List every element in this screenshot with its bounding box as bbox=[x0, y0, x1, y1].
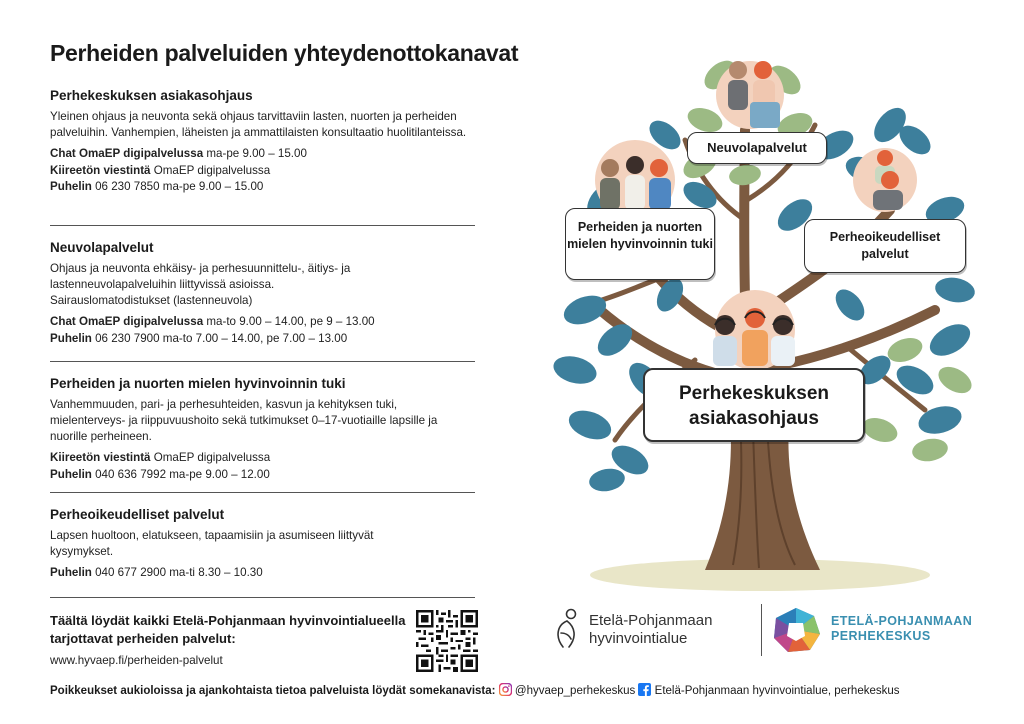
leaf bbox=[924, 318, 975, 363]
contact-value: 06 230 7900 ma-to 7.00 – 14.00, pe 7.00 – 13.00 bbox=[91, 331, 348, 345]
tree-label-asiakasohjaus: Perhekeskuksen asiakasohjaus bbox=[643, 368, 865, 442]
contact-line bbox=[50, 450, 475, 467]
region-name-line1: Etelä-Pohjanmaan bbox=[589, 612, 713, 629]
leaf bbox=[884, 334, 925, 367]
section-perheoikeudelliset bbox=[50, 507, 475, 582]
section-divider bbox=[50, 492, 475, 493]
leaf bbox=[550, 352, 599, 389]
section-description: Yleinen ohjaus ja neuvonta sekä ohjaus tarvittaviin lasten, nuorten ja perheiden palveluihin. Vanhempien, läheisten ja ammattilaisten konsultaatio huolitilanteissa. bbox=[50, 110, 467, 139]
qr-code[interactable] bbox=[416, 610, 478, 672]
family-illustration-top bbox=[716, 61, 784, 129]
leaf bbox=[859, 414, 900, 447]
region-name-line2: hyvinvointialue bbox=[589, 630, 688, 647]
facebook-icon bbox=[638, 683, 651, 696]
contact-value: 040 677 2900 ma-ti 8.30 – 10.30 bbox=[91, 566, 263, 579]
section-heading: Perheoikeudelliset palvelut bbox=[50, 507, 225, 522]
contact-value: OmaEP digipalvelussa bbox=[150, 163, 271, 177]
section-heading: Perhekeskuksen asiakasohjaus bbox=[50, 88, 253, 103]
region-logo-icon bbox=[551, 607, 583, 651]
section-divider bbox=[50, 361, 475, 362]
leaf bbox=[910, 436, 949, 464]
contact-line bbox=[50, 179, 475, 196]
social-footer bbox=[50, 683, 900, 697]
contact-value: ma-to 9.00 – 14.00, pe 9 – 13.00 bbox=[203, 315, 375, 328]
section-heading: Neuvolapalvelut bbox=[50, 240, 154, 255]
contact-value: 040 636 7992 ma-pe 9.00 – 12.00 bbox=[91, 467, 270, 481]
page-title: Perheiden palveluiden yhteydenottokanavat bbox=[50, 40, 519, 66]
contact-line bbox=[50, 565, 475, 582]
instagram-link[interactable]: @hyvaep_perhekeskus bbox=[514, 685, 636, 697]
leaf bbox=[830, 284, 870, 326]
perhekeskus-logo-icon bbox=[770, 606, 822, 654]
section-divider bbox=[50, 225, 475, 226]
contact-label: Chat OmaEP digipalvelussa bbox=[50, 147, 204, 160]
leaf bbox=[892, 360, 939, 401]
contact-value: 06 230 7850 ma-pe 9.00 – 15.00 bbox=[91, 180, 264, 193]
footer-text: Poikkeukset aukioloissa ja ajankohtaista tietoa palveluista löydät somekanavista: bbox=[50, 685, 496, 697]
contact-label: Puhelin bbox=[50, 180, 92, 193]
section-heading: Perheiden ja nuorten mielen hyvinvoinnin tuki bbox=[50, 376, 346, 391]
tree-label-neuvola: Neuvolapalvelut bbox=[687, 132, 827, 164]
facebook-link[interactable]: Etelä-Pohjanmaan hyvinvointialue, perhekeskus bbox=[654, 685, 900, 697]
contact-label: Puhelin bbox=[50, 566, 92, 579]
center-name-line2: PERHEKESKUS bbox=[831, 629, 931, 643]
contact-label: Chat OmaEP digipalvelussa bbox=[50, 315, 204, 328]
contact-line bbox=[50, 314, 475, 331]
tree-label-mielen-hyvinvointi: Perheiden ja nuorten mielen hyvinvoinnin tuki bbox=[565, 208, 715, 280]
contact-line bbox=[50, 163, 475, 180]
instagram-icon bbox=[499, 683, 512, 696]
contact-line bbox=[50, 146, 475, 163]
contact-label: Kiireetön viestintä bbox=[50, 451, 151, 464]
section-neuvolapalvelut bbox=[50, 240, 475, 347]
leaf bbox=[728, 162, 763, 187]
perhekeskus-logo-text bbox=[831, 614, 972, 644]
section-asiakasohjaus bbox=[50, 88, 475, 196]
leaf bbox=[934, 361, 976, 398]
contact-line bbox=[50, 467, 475, 484]
contact-value: OmaEP digipalvelussa bbox=[150, 451, 271, 464]
section-divider bbox=[50, 597, 475, 598]
contact-label: Puhelin bbox=[50, 467, 92, 481]
section-description: Vanhemmuuden, pari- ja perhesuhteiden, kasvun ja kehityksen tuki, mielenterveys- ja riippuvuushoito sekä tutkimukset 0–17-vuotiaille lapsille ja nuorille perheineen. bbox=[50, 398, 438, 443]
section-description: Ohjaus ja neuvonta ehkäisy- ja perhesuunnittelu-, äitiys- ja lastenneuvolapalveluihin liittyvissä asioissa. Sairauslomatodistukset (lastenneuvola) bbox=[50, 262, 351, 307]
section-mielen-hyvinvointi bbox=[50, 376, 475, 483]
section-description: Lapsen huoltoon, elatukseen, tapaamisiin ja asumiseen liittyvät kysymykset. bbox=[50, 529, 374, 558]
counselors-illustration bbox=[713, 290, 795, 370]
leaf bbox=[565, 405, 615, 444]
contact-value: ma-pe 9.00 – 15.00 bbox=[203, 147, 307, 160]
contact-line bbox=[50, 331, 475, 348]
leaf bbox=[587, 466, 626, 494]
leaf bbox=[933, 275, 977, 306]
region-logo-text bbox=[589, 612, 712, 648]
all-services-text: Täältä löydät kaikki Etelä-Pohjanmaan hyvinvointialueella tarjottavat perheiden palvelut: bbox=[50, 613, 406, 646]
contact-label: Kiireetön viestintä bbox=[50, 163, 151, 177]
logo-divider bbox=[761, 604, 762, 656]
leaf bbox=[560, 290, 610, 329]
tree-label-perheoikeudelliset: Perheoikeudelliset palvelut bbox=[804, 219, 966, 273]
center-name-line1: ETELÄ-POHJANMAAN bbox=[831, 614, 973, 628]
contact-label: Puhelin bbox=[50, 331, 92, 345]
tree-illustration bbox=[545, 40, 1005, 600]
services-link[interactable]: www.hyvaep.fi/perheiden-palvelut bbox=[50, 654, 223, 667]
family-illustration-right bbox=[853, 148, 917, 212]
